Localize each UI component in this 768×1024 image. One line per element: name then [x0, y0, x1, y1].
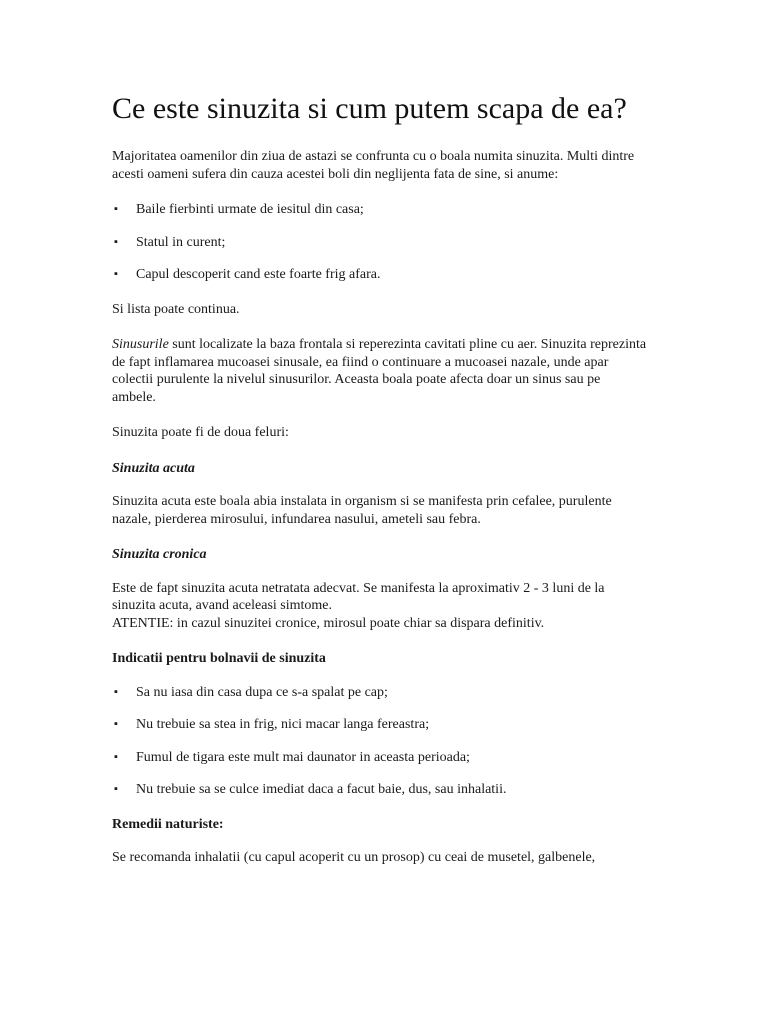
- indications-heading: Indicatii pentru bolnavii de sinuzita: [112, 651, 326, 666]
- list-item: ▪ Sa nu iasa din casa dupa ce s-a spalat pe cap;: [114, 684, 388, 700]
- list-item: ▪ Nu trebuie sa se culce imediat daca a facut baie, dus, sau inhalatii.: [114, 782, 507, 797]
- chronic-warning: ATENTIE: in cazul sinuzitei cronice, mirosul poate chiar sa dispara definitiv.: [112, 615, 545, 631]
- list-item: ▪ Baile fierbinti urmate de iesitul din casa;: [114, 202, 364, 217]
- two-types-text: Sinuzita poate fi de doua feluri:: [112, 425, 289, 440]
- list-item: ▪ Capul descoperit cand este foarte frig afara.: [114, 267, 381, 282]
- indications-list: [112, 684, 647, 799]
- document-page: [112, 92, 647, 885]
- causes-list: [112, 201, 647, 284]
- bullet-icon: ▪: [114, 203, 118, 215]
- bullet-icon: ▪: [114, 685, 118, 698]
- chronic-heading: Sinuzita cronica: [112, 547, 207, 562]
- remedies-paragraph: Se recomanda inhalatii (cu capul acoperit cu un prosop) cu ceai de musetel, galbenele,: [112, 850, 596, 865]
- sinuses-paragraph: Sinusurile sunt localizate la baza frontala si reperezinta cavitati pline cu aer. Sinuzita reprezinta de fapt inflamarea mucoasei sinusale, ea fiind o continuare a mucoasei nazale, unde apar colectii purulente la nivelul sinusurilor. Aceasta boala poate afecta doar un sinus sau pe ambele.: [112, 337, 647, 405]
- sinuses-term: Sinusurile: [112, 337, 169, 352]
- list-continues-text: Si lista poate continua.: [112, 301, 240, 317]
- bullet-icon: ▪: [114, 750, 118, 763]
- intro-paragraph: Majoritatea oamenilor din ziua de astazi se confrunta cu o boala numita sinuzita. Multi dintre acesti oameni sufera din cauza acestei boli din neglijenta fata de sine, si anume:: [112, 149, 635, 182]
- list-item: ▪ Fumul de tigara este mult mai daunator in aceasta perioada;: [114, 749, 470, 765]
- bullet-icon: ▪: [114, 718, 118, 730]
- list-item: ▪ Nu trebuie sa stea in frig, nici macar langa fereastra;: [114, 717, 430, 732]
- acute-heading: Sinuzita acuta: [112, 460, 195, 476]
- bullet-icon: ▪: [114, 268, 118, 280]
- list-item: ▪ Statul in curent;: [114, 234, 226, 250]
- bullet-icon: ▪: [114, 783, 118, 795]
- bullet-icon: ▪: [114, 235, 118, 248]
- remedies-heading: Remedii naturiste:: [112, 816, 224, 832]
- document-title: Ce este sinuzita si cum putem scapa de ea?: [112, 92, 627, 125]
- chronic-paragraph: Este de fapt sinuzita acuta netratata adecvat. Se manifesta la aproximativ 2 - 3 luni de la sinuzita acuta, avand aceleasi simtome. ATENTIE: in cazul sinuzitei cronice, mirosul poate chiar sa dispara definitiv.: [112, 580, 605, 631]
- acute-paragraph: Sinuzita acuta este boala abia instalata in organism si se manifesta prin cefalee, purulente nazale, pierderea mirosului, infundarea nasului, ameteli sau febra.: [112, 494, 612, 527]
